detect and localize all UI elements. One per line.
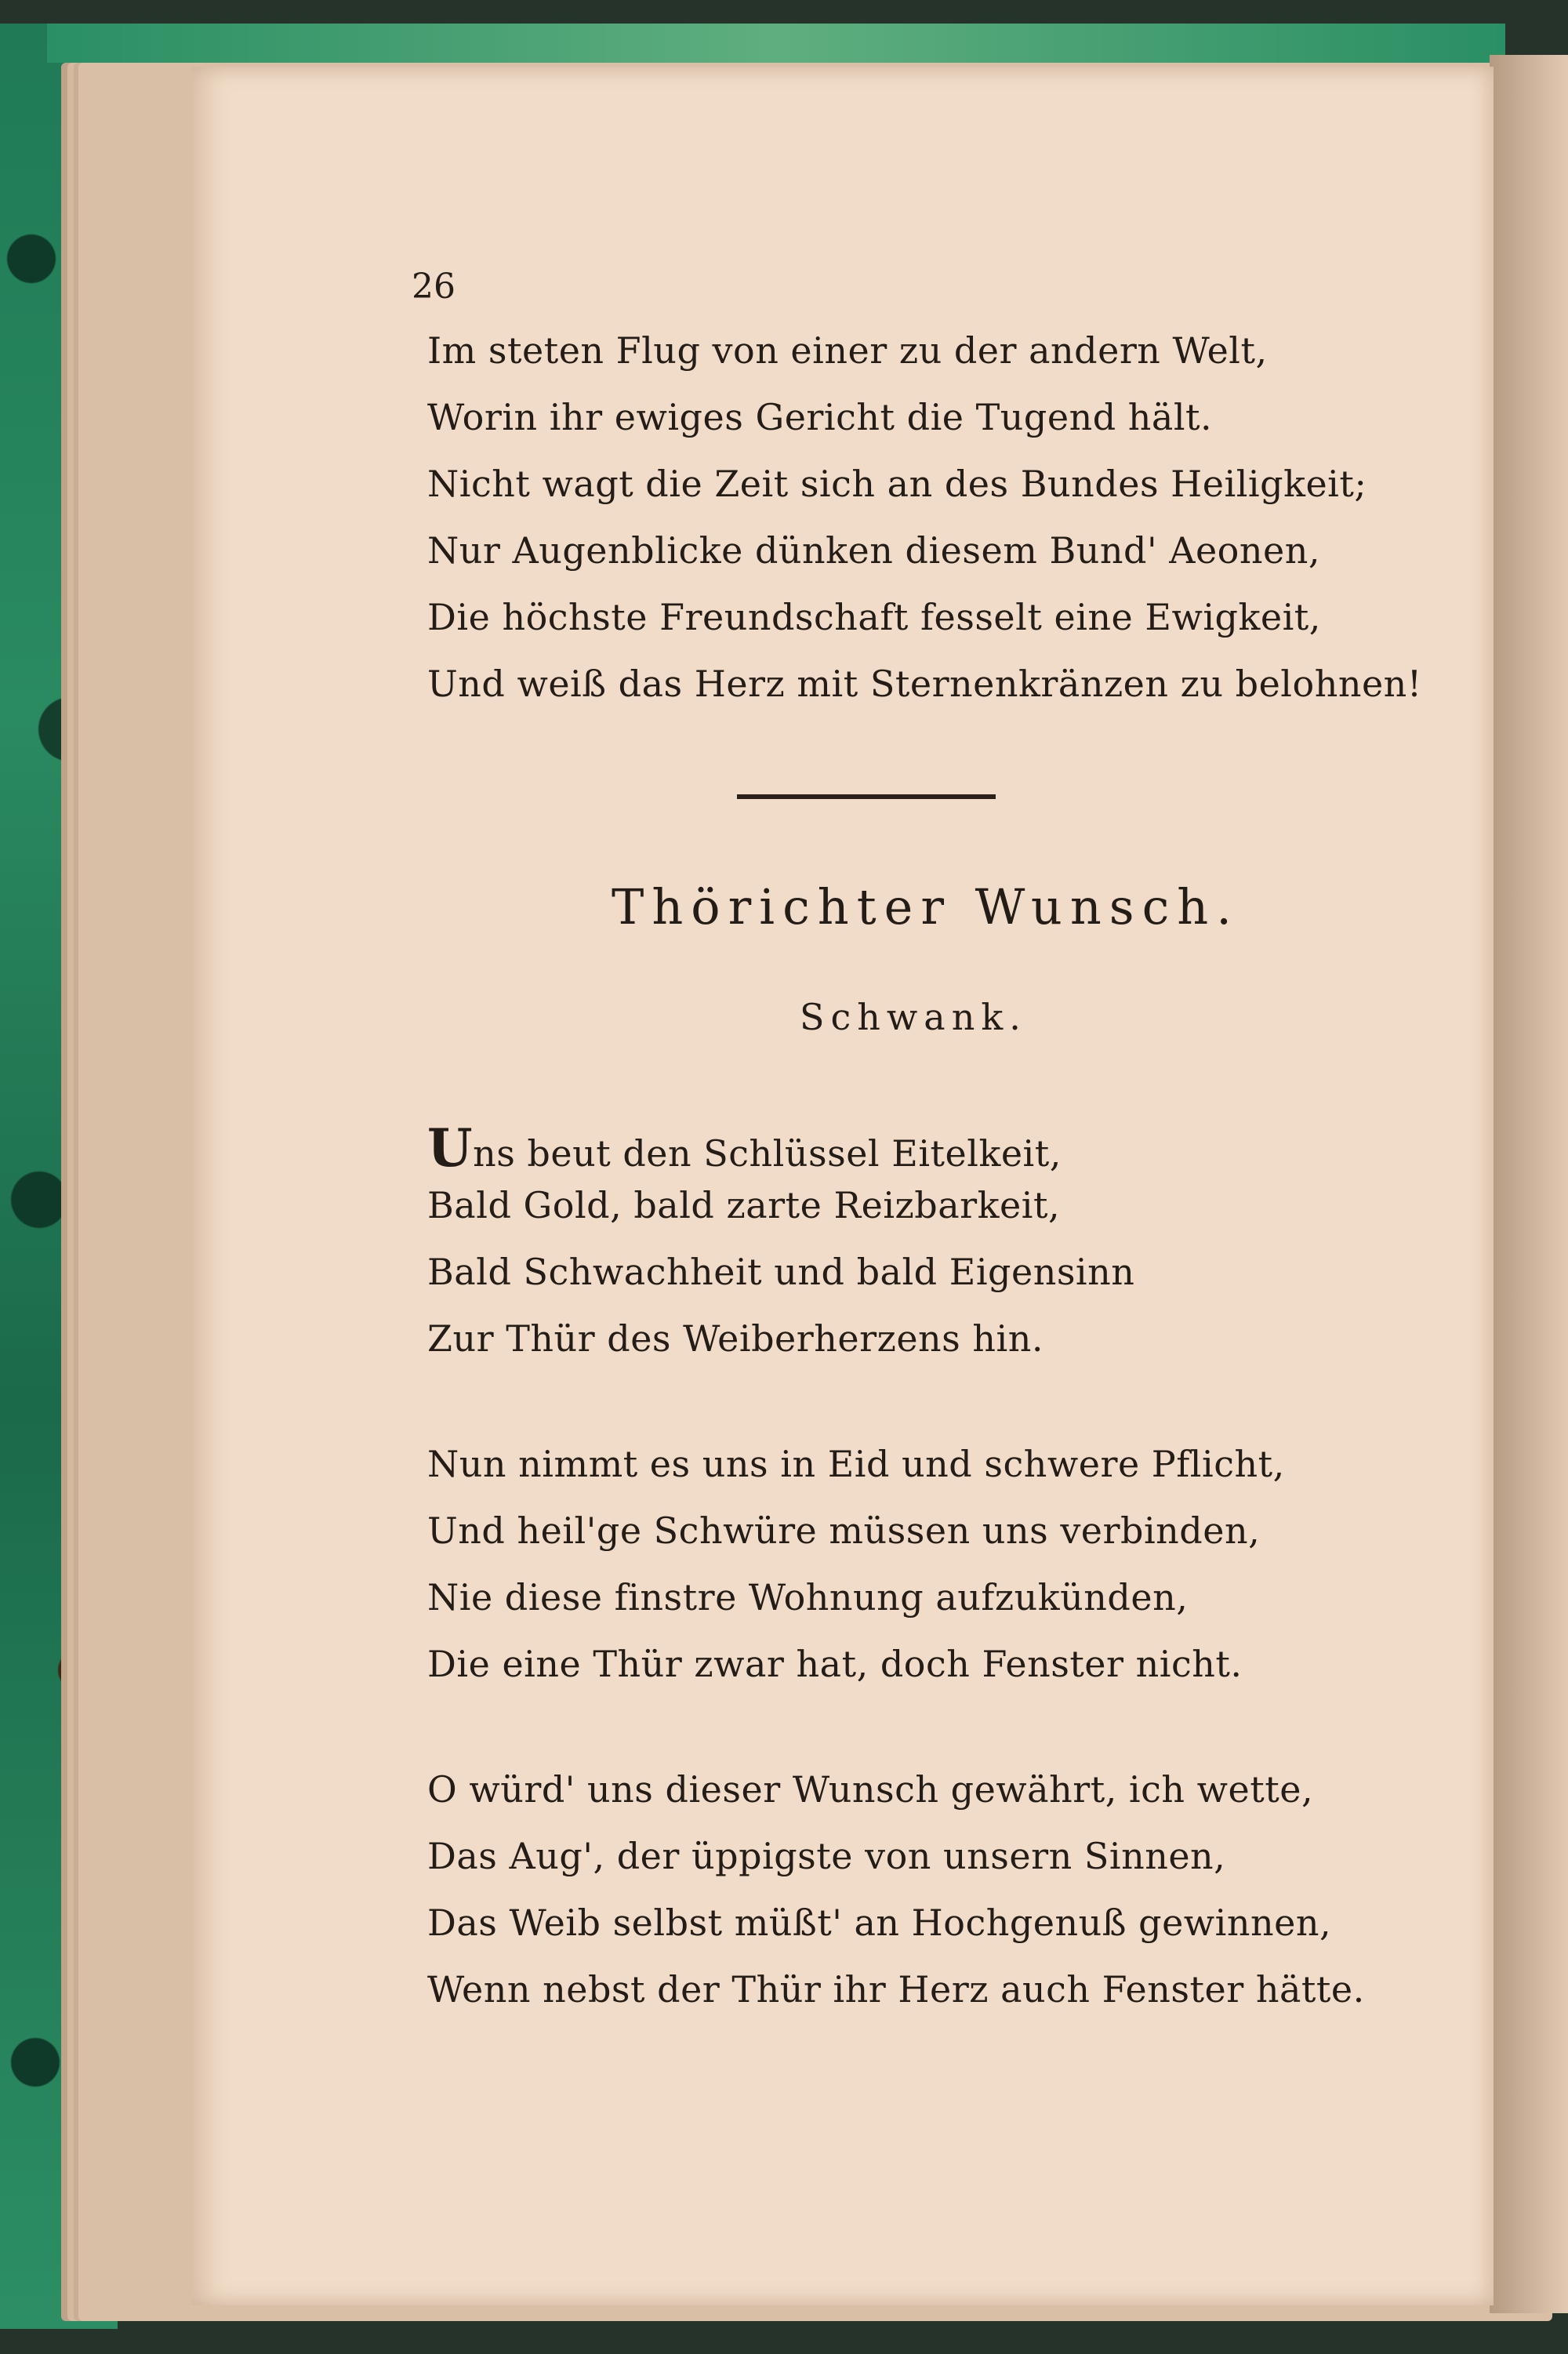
stanza3-line-2: Das Aug', der üppigste von unsern Sinnen, xyxy=(427,1835,1226,1877)
intro-line-5: Die höchste Freundschaft fesselt eine Ewigkeit, xyxy=(427,596,1321,638)
stanza1-line-2: Bald Gold, bald zarte Reizbarkeit, xyxy=(427,1184,1061,1226)
stanza3-line-3: Das Weib selbst müßt' an Hochgenuß gewinnen, xyxy=(427,1902,1332,1944)
intro-line-2: Worin ihr ewiges Gericht die Tugend hält. xyxy=(427,396,1213,438)
intro-line-1: Im steten Flug von einer zu der andern Welt, xyxy=(427,329,1268,372)
stanza3-line-1: O würd' uns dieser Wunsch gewährt, ich wette, xyxy=(427,1768,1314,1811)
stanza2-line-3: Nie diese finstre Wohnung aufzukünden, xyxy=(427,1576,1189,1618)
cover-top-edge xyxy=(47,24,1505,63)
intro-line-4: Nur Augenblicke dünken diesem Bund' Aeonen, xyxy=(427,529,1320,572)
intro-line-3: Nicht wagt die Zeit sich an des Bundes Heiligkeit; xyxy=(427,463,1367,505)
poem-subtitle: Schwank. xyxy=(800,996,1027,1038)
intro-line-6: Und weiß das Herz mit Sternenkränzen zu belohnen! xyxy=(427,663,1422,705)
stanza3-line-4: Wenn nebst der Thür ihr Herz auch Fenster hätte. xyxy=(427,1968,1365,2011)
section-divider xyxy=(737,794,996,799)
poem-title: Thörichter Wunsch. xyxy=(612,878,1240,935)
stanza1-line-1 xyxy=(427,1117,1062,1179)
drop-cap: U xyxy=(427,1117,474,1179)
stanza2-line-2: Und heil'ge Schwüre müssen uns verbinden, xyxy=(427,1509,1261,1552)
stanza1-line-4: Zur Thür des Weiberherzens hin. xyxy=(427,1317,1044,1360)
stanza2-line-1: Nun nimmt es uns in Eid und schwere Pflicht, xyxy=(427,1443,1285,1485)
stanza2-line-4: Die eine Thür zwar hat, doch Fenster nicht. xyxy=(427,1643,1243,1685)
stanza1-line-1-rest: ns beut den Schlüssel Eitelkeit, xyxy=(473,1132,1062,1175)
facing-page-edge xyxy=(1490,55,1568,2313)
page-number: 26 xyxy=(412,267,456,307)
stanza1-line-3: Bald Schwachheit und bald Eigensinn xyxy=(427,1251,1135,1293)
